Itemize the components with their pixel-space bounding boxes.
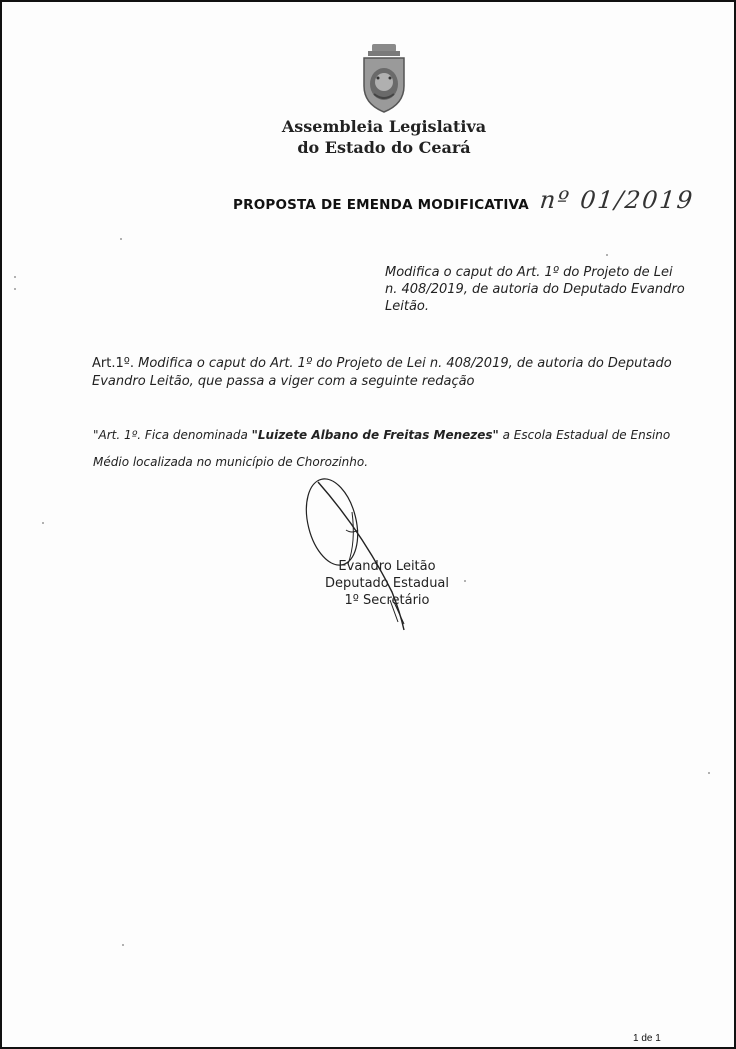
organization-name-line2: do Estado do Ceará: [297, 138, 471, 157]
quote-school-name: "Luizete Albano de Freitas Menezes": [251, 428, 499, 442]
article-paragraph: [92, 355, 692, 391]
page-counter: 1 de 1: [633, 1033, 661, 1044]
document-title: PROPOSTA DE EMENDA MODIFICATIVA: [233, 197, 529, 213]
state-coat-of-arms-icon: [358, 42, 410, 114]
scan-speck: [464, 580, 466, 582]
scan-speck: [42, 522, 44, 524]
ementa-summary: Modifica o caput do Art. 1º do Projeto de Lei n. 408/2019, de autoria do Deputado Evandro Leitão.: [385, 265, 685, 314]
scan-speck: [606, 254, 608, 256]
handwritten-signature: [292, 472, 432, 642]
scan-speck: [120, 238, 122, 240]
organization-name: [234, 116, 534, 158]
scan-speck: [122, 944, 124, 946]
quote-suffix: a Escola Estadual de Ensino Médio localizada no município de Chorozinho.: [93, 428, 671, 469]
organization-name-line1: Assembleia Legislativa: [281, 117, 487, 136]
scan-speck: [14, 276, 16, 278]
article-body: Modifica o caput do Art. 1º do Projeto de Lei n. 408/2019, de autoria do Deputado Evandro Leitão, que passa a viger com a seguinte redação: [92, 356, 672, 389]
handwritten-document-number: nº 01/2019: [538, 186, 696, 214]
scan-speck: [708, 772, 710, 774]
quoted-article-text: [93, 422, 693, 476]
quote-prefix: "Art. 1º. Fica denominada: [93, 428, 252, 442]
scan-speck: [14, 288, 16, 290]
signer-position: 1º Secretário: [344, 593, 430, 608]
article-lead: Art.1º.: [92, 356, 134, 371]
signer-name: Evandro Leitão: [338, 559, 436, 574]
signer-role: Deputado Estadual: [324, 576, 450, 591]
signature-block: [302, 558, 472, 609]
